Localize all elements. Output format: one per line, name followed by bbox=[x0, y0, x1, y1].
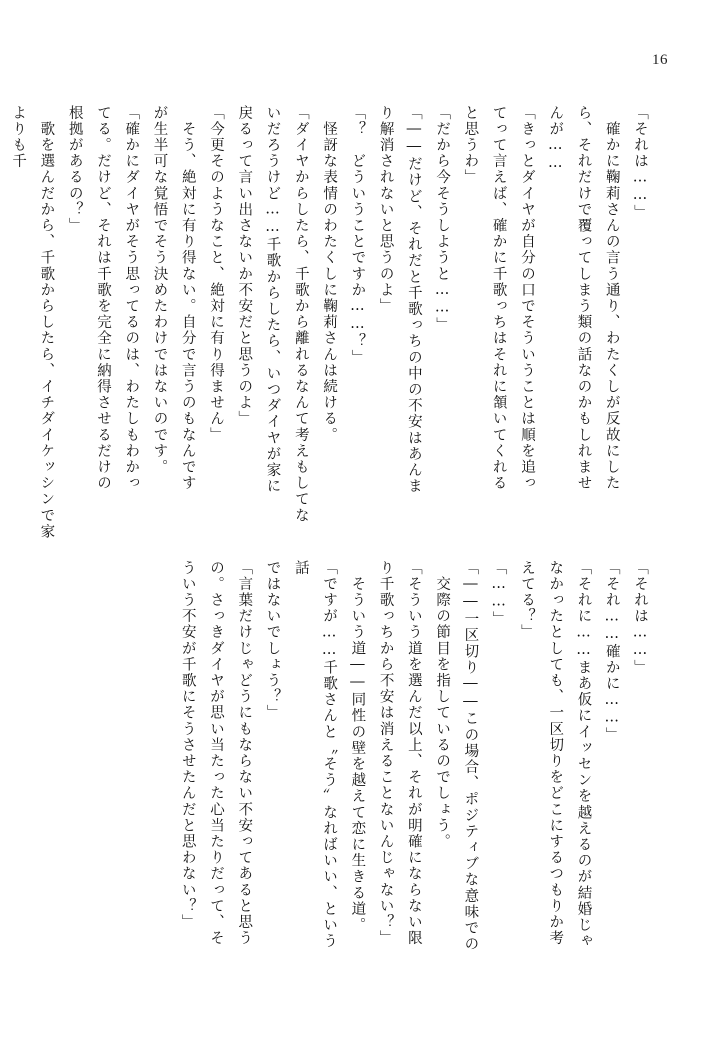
page-number: 16 bbox=[652, 52, 668, 68]
body-line-bottom-line: り千歌っちから不安は消えることないんじゃない？」 bbox=[377, 560, 394, 947]
body-line-top-line: 「確かにダイヤがそう思ってるのは、わたしもわかっ bbox=[123, 105, 140, 492]
body-line-top-line: 確かに鞠莉さんの言う通り、わたくしが反故にした bbox=[603, 105, 620, 492]
body-line-bottom-line: 「それは……」 bbox=[632, 560, 648, 676]
body-line-bottom-line: 「……」 bbox=[490, 560, 507, 628]
body-line-top-line: そう、絶対に有り得ない。自分で言うのもなんです bbox=[179, 105, 196, 492]
body-line-top-line: 「それは……」 bbox=[632, 105, 648, 221]
body-line-top-line: 「きっとダイヤが自分の口でそういうことは順を追っ bbox=[518, 105, 535, 492]
body-line-top-line: 「ダイヤからしたら、千歌から離れるなんて考えもしてな bbox=[292, 105, 309, 524]
body-line-bottom-line: 「それに……まあ仮にイッセンを越えるのが結婚じゃ bbox=[575, 560, 592, 950]
body-line-top-line: んが…… bbox=[547, 105, 564, 173]
body-line-bottom-line: 「そういう道を選んだ以上、それが明確にならない限 bbox=[405, 560, 422, 947]
body-line-bottom-line: 「言葉だけじゃどうにもならない不安ってあると思う bbox=[236, 560, 253, 947]
body-line-bottom-line: 「――一区切り――この場合、ポジティブな意味での bbox=[462, 560, 479, 953]
body-line-top-line: ら、それだけで覆ってしまう類の話なのかもしれませ bbox=[575, 105, 592, 492]
body-line-bottom-line: えてる？」 bbox=[518, 560, 535, 641]
body-line-top-line: 戻るって言い出さないか不安だと思うのよ」 bbox=[236, 105, 253, 427]
body-line-top-line: てって言えば、確かに千歌っちはそれに頷いてくれる bbox=[490, 105, 507, 492]
body-text-bottom-block bbox=[94, 560, 654, 960]
body-line-top-line: いだろうけど……千歌からしたら、いつダイヤが家に bbox=[264, 105, 281, 495]
body-line-top-line: が生半可な覚悟でそう決めたわけではないのです。 bbox=[151, 105, 168, 476]
body-line-bottom-line: 交際の節目を指しているのでしょう。 bbox=[434, 560, 451, 850]
body-line-bottom-line: 「それ……確かに……」 bbox=[603, 560, 620, 744]
body-line-top-line: 歌を選んだから、千歌からしたら、イチダイケッシンで家よりも千 bbox=[10, 105, 55, 540]
body-line-top-line: 「――だけど、それだと千歌っちの中の不安はあんま bbox=[405, 105, 422, 495]
body-line-top-line: 「だから今そうしようと……」 bbox=[434, 105, 451, 334]
body-line-bottom-line: なかったとしても、一区切りをどこにするつもりか考 bbox=[547, 560, 564, 947]
body-line-top-line: 怪訝な表情のわたくしに鞠莉さんは続ける。 bbox=[321, 105, 338, 444]
body-line-top-line: 「今更そのようなこと、絶対に有り得ません」 bbox=[208, 105, 225, 444]
body-line-top-line: 根拠があるの？」 bbox=[66, 105, 83, 234]
body-line-top-line: と思うわ」 bbox=[462, 105, 479, 186]
body-text-top-block bbox=[10, 105, 654, 545]
body-line-bottom-line: ういう不安が千歌にそうさせたんだと思わない？」 bbox=[179, 560, 196, 931]
body-line-top-line: 「？ どういうことですか……？」 bbox=[349, 105, 366, 366]
body-line-bottom-line: 「ですが……千歌さんと〝そう〟なればいい、という話 bbox=[292, 560, 338, 950]
body-line-bottom-line: そういう道――同性の壁を越えて恋に生きる道。 bbox=[349, 560, 366, 934]
body-line-bottom-line: ではないでしょう？」 bbox=[264, 560, 281, 721]
body-line-top-line: り解消されないと思うのよ」 bbox=[377, 105, 394, 315]
body-line-top-line: てる。だけど、それは千歌を完全に納得させるだけの bbox=[94, 105, 111, 492]
body-line-bottom-line: の。さっきダイヤが思い当たった心当たりだって、そ bbox=[208, 560, 225, 947]
